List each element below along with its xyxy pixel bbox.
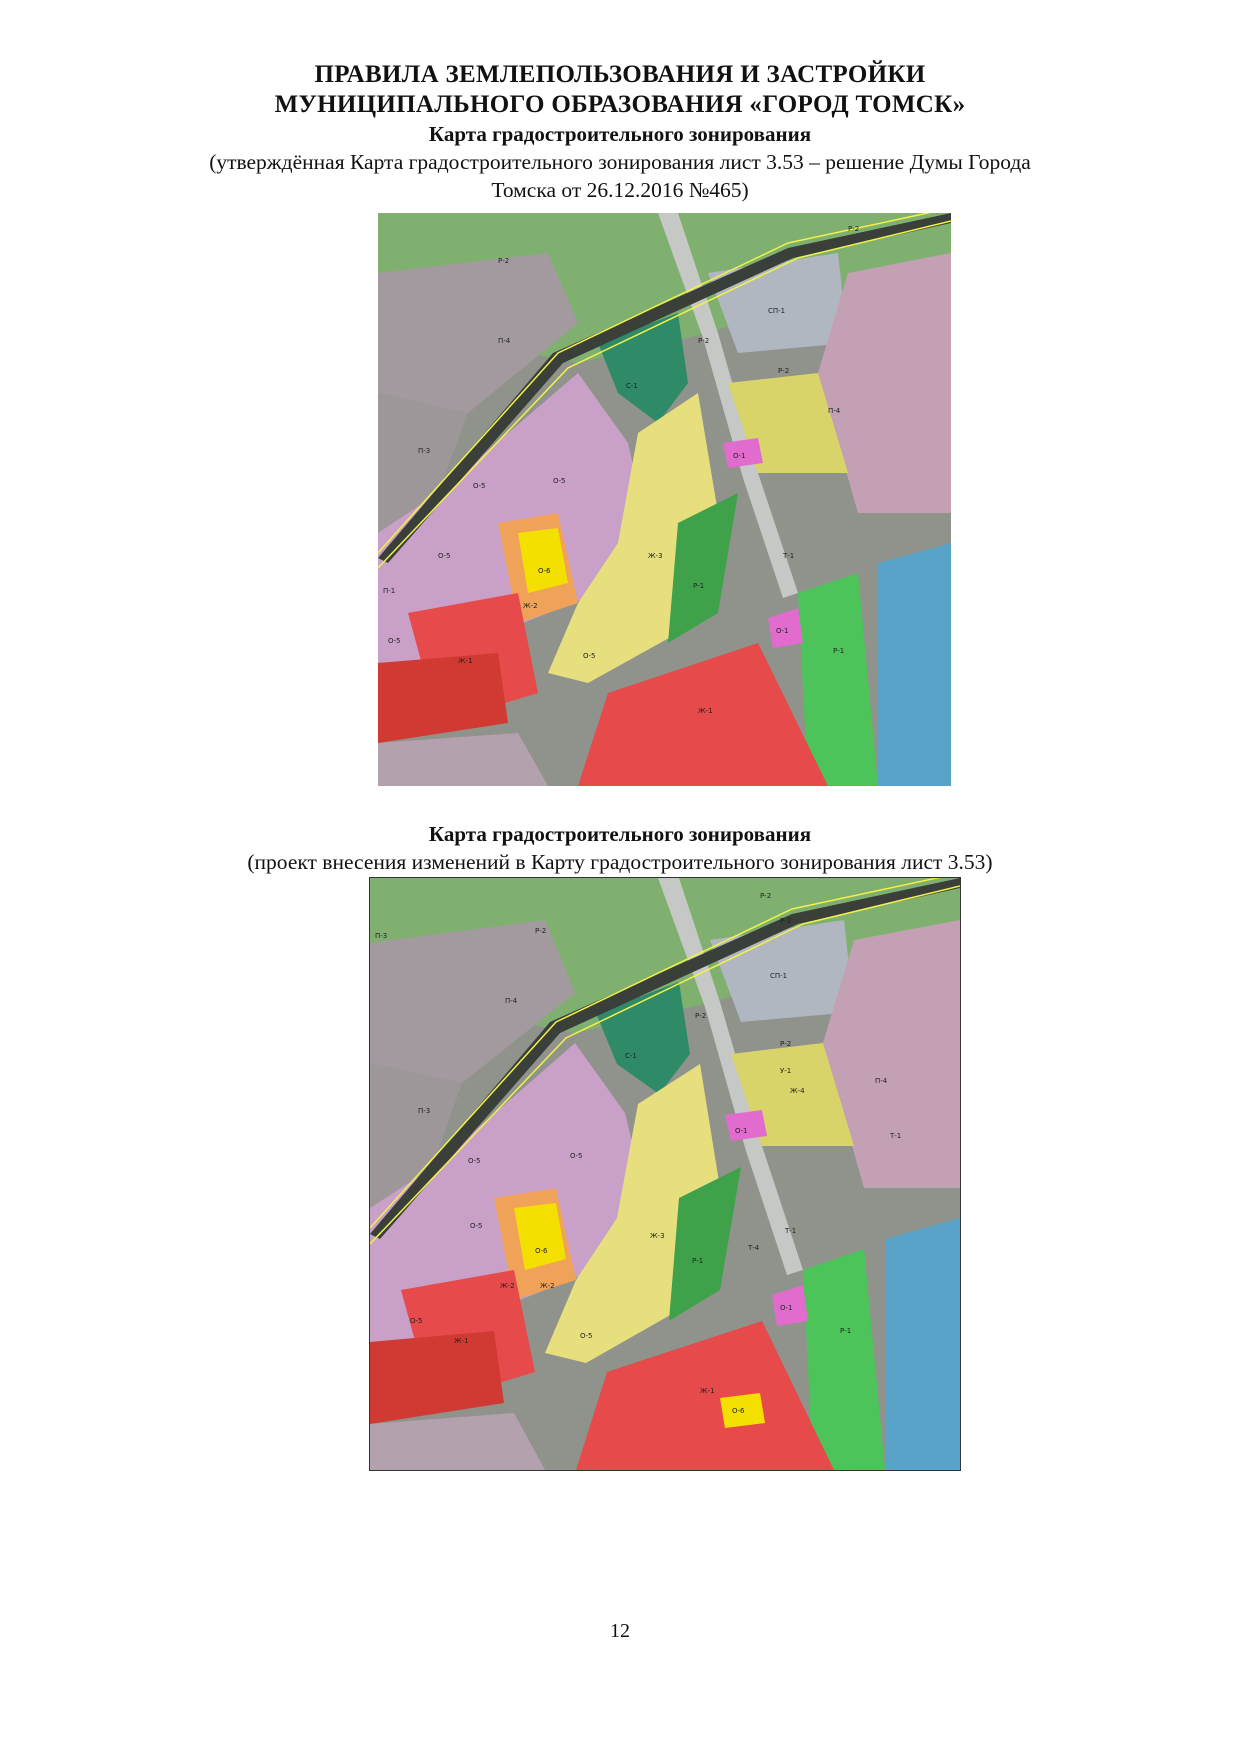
map2-label-zh2-b: Ж-2 [540, 1282, 555, 1290]
map1-label-o5-e: О-5 [583, 652, 596, 660]
map1-label-s1: С-1 [626, 382, 638, 390]
map2-label-p4-b: П-4 [875, 1077, 888, 1085]
map2-label-zh4: Ж-4 [790, 1087, 805, 1095]
map2-label-zh3: Ж-3 [650, 1232, 665, 1240]
document-title-line1: ПРАВИЛА ЗЕМЛЕПОЛЬЗОВАНИЯ И ЗАСТРОЙКИ [314, 61, 926, 88]
map1-label-r2-c: Р-2 [698, 337, 710, 345]
map2-label-p3: П-3 [418, 1107, 431, 1115]
map1-label-o6: О-6 [538, 567, 551, 575]
map1-label-o1-b: О-1 [776, 627, 789, 635]
map2-label-p3-b: П-3 [375, 932, 388, 940]
map1-label-o5-d: О-5 [388, 637, 401, 645]
map1-label-t1: Т-1 [783, 552, 795, 560]
map1-label-sp: СП-1 [768, 307, 786, 315]
map2-label-r2-e: Р-2 [780, 1040, 792, 1048]
map1-label-p3: П-3 [418, 447, 431, 455]
map2-label-o6-b: О-6 [732, 1407, 745, 1415]
map1-subtitle-line2: Томска от 26.12.2016 №465) [491, 178, 749, 202]
map2-label-o5-b: О-5 [570, 1152, 583, 1160]
map2-label-o1-b: О-1 [780, 1304, 793, 1312]
map2-label-r2-c: Р-2 [535, 927, 547, 935]
map2-subtitle: (проект внесения изменений в Карту градостроительного зонирования лист 3.53) [247, 850, 993, 874]
map1-label-zh1-b: Ж-1 [698, 707, 713, 715]
map1-label-o5-b: О-5 [553, 477, 566, 485]
map2-label-t1-b: Т-1 [890, 1132, 902, 1140]
map2-label-r2-b: Р-2 [780, 917, 792, 925]
map2-label-o5-e: О-5 [580, 1332, 593, 1340]
map1-subtitle-line1: (утверждённая Карта градостроительного зонирования лист 3.53 – решение Думы Города [209, 150, 1031, 174]
map2-title: Карта градостроительного зонирования [428, 822, 812, 846]
map2-label-zh1: Ж-1 [454, 1337, 469, 1345]
map1-label-o5-c: О-5 [438, 552, 451, 560]
map1-label-r1-b: Р-1 [833, 647, 845, 655]
page-number: 12 [610, 1620, 630, 1642]
map1-label-zh2: Ж-2 [523, 602, 538, 610]
map1-label-zh1: Ж-1 [458, 657, 473, 665]
map2-label-r2-d: Р-2 [695, 1012, 707, 1020]
map2-label-o6: О-6 [535, 1247, 548, 1255]
map2-caption [0, 820, 1240, 876]
map2-label-o5-d: О-5 [410, 1317, 423, 1325]
map1-label-p4-a: П-4 [498, 337, 511, 345]
map2-label-o5-c: О-5 [470, 1222, 483, 1230]
map2-label-p4-a: П-4 [505, 997, 518, 1005]
map2-label-u1: У-1 [780, 1067, 792, 1075]
map2-label-r2-a: Р-2 [760, 892, 772, 900]
map2-label-zh2-a: Ж-2 [500, 1282, 515, 1290]
map2-label-r1-b: Р-1 [840, 1327, 852, 1335]
proposed-zoning-map [369, 877, 961, 1471]
map1-label-r2-b: Р-2 [498, 257, 510, 265]
map1-label-p4-b: П-4 [828, 407, 841, 415]
map2-label-zh1-b: Ж-1 [700, 1387, 715, 1395]
approved-zoning-map [378, 213, 951, 786]
map2-label-sp: СП-1 [770, 972, 788, 980]
map2-label-o1-a: О-1 [735, 1127, 748, 1135]
map1-label-r1-a: Р-1 [693, 582, 705, 590]
map1-label-o1-a: О-1 [733, 452, 746, 460]
map1-label-r2-a: Р-2 [848, 225, 860, 233]
map1-label-r2-d: Р-2 [778, 367, 790, 375]
map2-label-t4: Т-4 [748, 1244, 760, 1252]
map2-label-t1: Т-1 [785, 1227, 797, 1235]
map1-label-zh3: Ж-3 [648, 552, 663, 560]
map2-label-s1: С-1 [625, 1052, 637, 1060]
map2-label-r1-a: Р-1 [692, 1257, 704, 1265]
map1-label-o5-a: О-5 [473, 482, 486, 490]
document-title-line2: МУНИЦИПАЛЬНОГО ОБРАЗОВАНИЯ «ГОРОД ТОМСК» [274, 91, 966, 118]
map1-title: Карта градостроительного зонирования [428, 122, 812, 146]
page-header [0, 60, 1240, 204]
map1-label-p1: П-1 [383, 587, 396, 595]
map2-label-o5-a: О-5 [468, 1157, 481, 1165]
